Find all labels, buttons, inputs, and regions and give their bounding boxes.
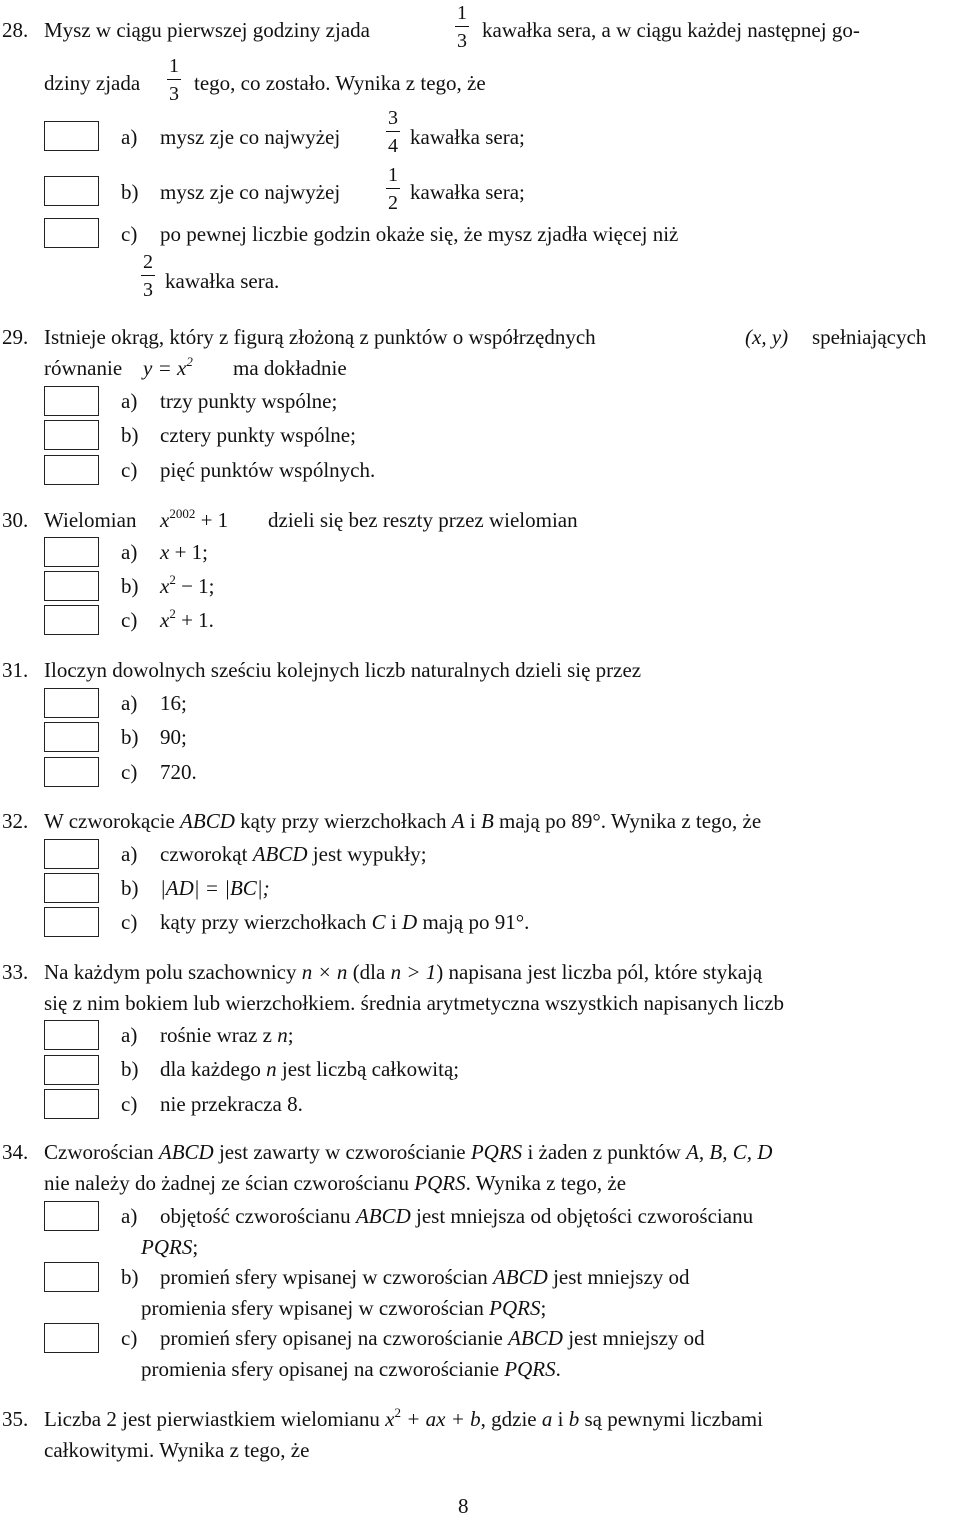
option-label: a) bbox=[121, 540, 138, 564]
question-text: dziny zjada bbox=[44, 71, 141, 95]
option-text: promień sfery wpisanej w czworościan ABCD jest mniejszy od bbox=[160, 1265, 690, 1289]
answer-checkbox-28c[interactable] bbox=[44, 218, 99, 248]
option-text: dla każdego n jest liczbą całkowitą; bbox=[160, 1057, 460, 1081]
option-text: czworokąt ABCD jest wypukły; bbox=[160, 842, 427, 866]
question-text: Iloczyn dowolnych sześciu kolejnych liczb naturalnych dzieli się przez bbox=[44, 658, 642, 682]
question-text: Czworościan ABCD jest zawarty w czworościanie PQRS i żaden z punktów A, B, C, D bbox=[44, 1140, 773, 1164]
option-text: 16; bbox=[160, 691, 187, 715]
question-number: 35. bbox=[2, 1407, 29, 1431]
answer-checkbox-34a[interactable] bbox=[44, 1201, 99, 1231]
answer-checkbox-29c[interactable] bbox=[44, 455, 99, 485]
option-label: b) bbox=[121, 1265, 139, 1289]
option-text: 720. bbox=[160, 760, 197, 784]
option-text: mysz zje co najwyżej bbox=[160, 180, 341, 204]
option-label: b) bbox=[121, 1057, 139, 1081]
option-text: kawałka sera; bbox=[410, 125, 525, 149]
fraction: 1 3 bbox=[457, 2, 467, 52]
option-label: a) bbox=[121, 125, 138, 149]
answer-checkbox-33b[interactable] bbox=[44, 1055, 99, 1085]
option-text: promienia sfery wpisanej w czworościan PQRS; bbox=[141, 1296, 547, 1320]
option-text: po pewnej liczbie godzin okaże się, że mysz zjadła więcej niż bbox=[160, 222, 679, 246]
question-text: dzieli się bez reszty przez wielomian bbox=[268, 508, 578, 532]
question-text: kawałka sera, a w ciągu każdej następnej go- bbox=[482, 18, 860, 42]
option-label: b) bbox=[121, 423, 139, 447]
answer-checkbox-29b[interactable] bbox=[44, 420, 99, 450]
fraction: 3 4 bbox=[388, 107, 398, 157]
option-math: $x^2 - 1$; bbox=[160, 572, 215, 598]
fraction: 2 3 bbox=[143, 251, 153, 301]
answer-checkbox-28a[interactable] bbox=[44, 121, 99, 151]
page-number: 8 bbox=[458, 1494, 469, 1518]
option-label: b) bbox=[121, 574, 139, 598]
option-text: rośnie wraz z n; bbox=[160, 1023, 294, 1047]
answer-checkbox-31a[interactable] bbox=[44, 688, 99, 718]
question-text: tego, co zostało. Wynika z tego, że bbox=[194, 71, 486, 95]
option-text: kawałka sera; bbox=[410, 180, 525, 204]
option-label: a) bbox=[121, 1204, 138, 1228]
option-text: objętość czworościanu ABCD jest mniejsza od objętości czworościanu bbox=[160, 1204, 754, 1228]
question-text: Istnieje okrąg, który z figurą złożoną z punktów o współrzędnych bbox=[44, 325, 596, 349]
math-expression: $y = x^2$ bbox=[143, 354, 193, 380]
answer-checkbox-34b[interactable] bbox=[44, 1262, 99, 1292]
option-label: b) bbox=[121, 725, 139, 749]
question-text: równanie bbox=[44, 356, 123, 380]
answer-checkbox-30c[interactable] bbox=[44, 605, 99, 635]
option-text: 90; bbox=[160, 725, 187, 749]
option-text: PQRS; bbox=[141, 1235, 199, 1259]
question-text: W czworokącie ABCD kąty przy wierzchołkach A i B mają po 89°. Wynika z tego, że bbox=[44, 809, 762, 833]
math-expression: (x, y) bbox=[745, 325, 789, 349]
question-number: 29. bbox=[2, 325, 29, 349]
option-label: c) bbox=[121, 608, 138, 632]
question-text: nie należy do żadnej ze ścian czworościanu PQRS. Wynika z tego, że bbox=[44, 1171, 627, 1195]
option-text: pięć punktów wspólnych. bbox=[160, 458, 376, 482]
question-text: Mysz w ciągu pierwszej godziny zjada bbox=[44, 18, 370, 42]
option-text: trzy punkty wspólne; bbox=[160, 389, 338, 413]
question-text: Na każdym polu szachownicy n × n (dla n > 1) napisana jest liczba pól, które stykają bbox=[44, 960, 763, 984]
question-number: 30. bbox=[2, 508, 29, 532]
option-text: kąty przy wierzchołkach C i D mają po 91°. bbox=[160, 910, 530, 934]
option-label: c) bbox=[121, 222, 138, 246]
question-text: całkowitymi. Wynika z tego, że bbox=[44, 1438, 310, 1462]
question-number: 34. bbox=[2, 1140, 29, 1164]
option-label: b) bbox=[121, 876, 139, 900]
fraction: 1 2 bbox=[388, 164, 398, 214]
question-text: Liczba 2 jest pierwiastkiem wielomianu $x^2$ + ax + b, gdzie a i b są pewnymi liczbami bbox=[44, 1405, 763, 1431]
option-label: c) bbox=[121, 910, 138, 934]
answer-checkbox-34c[interactable] bbox=[44, 1323, 99, 1353]
option-label: a) bbox=[121, 842, 138, 866]
answer-checkbox-31c[interactable] bbox=[44, 757, 99, 787]
answer-checkbox-28b[interactable] bbox=[44, 176, 99, 206]
option-label: b) bbox=[121, 180, 139, 204]
fraction: 1 3 bbox=[169, 55, 179, 105]
answer-checkbox-30a[interactable] bbox=[44, 537, 99, 567]
answer-checkbox-33c[interactable] bbox=[44, 1089, 99, 1119]
option-math: $x^2 + 1$. bbox=[160, 606, 214, 632]
question-text: ma dokładnie bbox=[233, 356, 347, 380]
question-number: 31. bbox=[2, 658, 29, 682]
option-label: c) bbox=[121, 760, 138, 784]
option-label: a) bbox=[121, 691, 138, 715]
option-label: c) bbox=[121, 1092, 138, 1116]
math-expression: $x^{2002} + 1$ bbox=[160, 506, 229, 532]
option-text: promienia sfery opisanej na czworościanie PQRS. bbox=[141, 1357, 561, 1381]
answer-checkbox-30b[interactable] bbox=[44, 571, 99, 601]
answer-checkbox-32c[interactable] bbox=[44, 907, 99, 937]
answer-checkbox-32a[interactable] bbox=[44, 839, 99, 869]
answer-checkbox-32b[interactable] bbox=[44, 873, 99, 903]
option-math: x + 1; bbox=[160, 540, 209, 564]
option-text: cztery punkty wspólne; bbox=[160, 423, 356, 447]
option-text: promień sfery opisanej na czworościanie ABCD jest mniejszy od bbox=[160, 1326, 705, 1350]
answer-checkbox-33a[interactable] bbox=[44, 1020, 99, 1050]
option-text: nie przekracza 8. bbox=[160, 1092, 303, 1116]
option-label: a) bbox=[121, 389, 138, 413]
question-number: 28. bbox=[2, 18, 29, 42]
question-text: spełniających bbox=[812, 325, 927, 349]
question-number: 32. bbox=[2, 809, 29, 833]
question-text: Wielomian bbox=[44, 508, 137, 532]
option-text: kawałka sera. bbox=[165, 269, 280, 293]
question-number: 33. bbox=[2, 960, 29, 984]
option-text: mysz zje co najwyżej bbox=[160, 125, 341, 149]
option-label: c) bbox=[121, 1326, 138, 1350]
answer-checkbox-29a[interactable] bbox=[44, 386, 99, 416]
option-label: c) bbox=[121, 458, 138, 482]
answer-checkbox-31b[interactable] bbox=[44, 722, 99, 752]
option-label: a) bbox=[121, 1023, 138, 1047]
question-text: się z nim bokiem lub wierzchołkiem. średnia arytmetyczna wszystkich napisanych liczb bbox=[44, 991, 785, 1015]
option-math: |AD| = |BC|; bbox=[160, 876, 270, 900]
